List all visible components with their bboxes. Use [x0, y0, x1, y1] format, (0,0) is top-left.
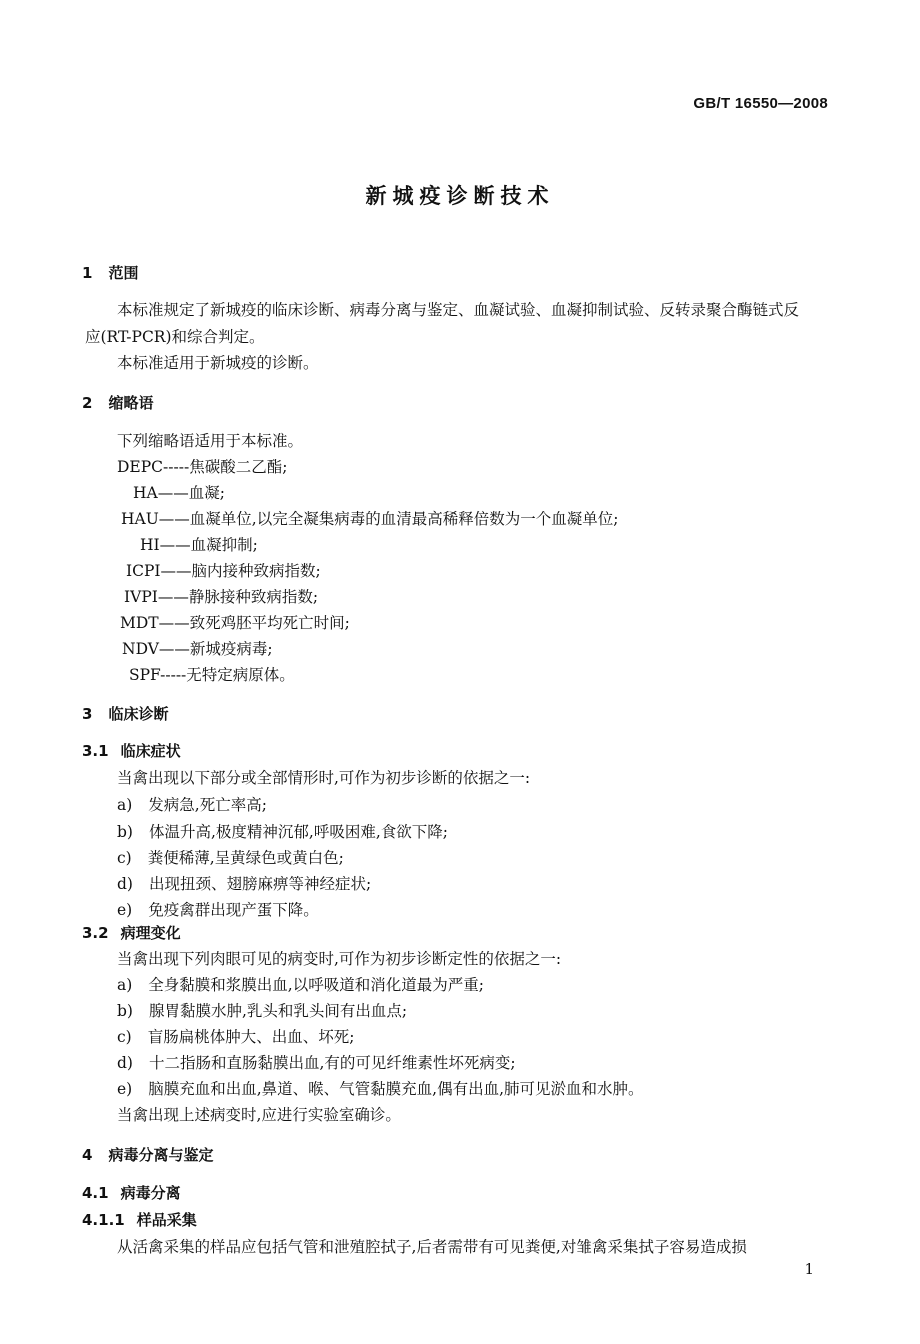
list-text: 脑膜充血和出血,鼻道、喉、气管黏膜充血,偶有出血,肺可见淤血和水肿。 — [148, 1080, 644, 1098]
abbreviation: NDV — [122, 640, 159, 658]
section-number: 3.2 — [82, 924, 109, 942]
list-item — [117, 1025, 354, 1047]
standard-number: GB/T 16550—2008 — [693, 95, 828, 112]
paragraph: 当禽出现以下部分或全部情形时,可作为初步诊断的依据之一: — [117, 769, 531, 787]
paragraph: 下列缩略语适用于本标准。 — [117, 432, 304, 450]
section-number: 4 — [82, 1146, 93, 1164]
abbreviation-definition: 静脉接种致病指数; — [188, 588, 319, 606]
section-title: 临床诊断 — [108, 705, 169, 723]
list-item — [117, 1051, 516, 1073]
abbreviation-definition: 焦碳酸二乙酯; — [189, 458, 288, 476]
list-label: d) — [117, 1054, 133, 1072]
abbreviation-dash: ----- — [160, 666, 187, 684]
abbreviation-item — [120, 611, 350, 633]
list-label: b) — [117, 823, 133, 841]
section-number: 3 — [82, 705, 93, 723]
abbreviation: IVPI — [124, 588, 158, 606]
list-text: 免疫禽群出现产蛋下降。 — [148, 901, 319, 919]
section-4-heading — [82, 1144, 213, 1165]
abbreviation: MDT — [120, 614, 159, 632]
list-item — [117, 820, 448, 842]
abbreviation-item — [121, 507, 618, 529]
section-title: 病毒分离与鉴定 — [108, 1146, 214, 1164]
abbreviation: HAU — [121, 510, 159, 528]
list-item — [117, 898, 319, 920]
abbreviation-dash: —— — [158, 614, 190, 632]
subsection-3-1-heading — [82, 740, 181, 761]
list-label: b) — [117, 1002, 133, 1020]
abbreviation-dash: ----- — [163, 458, 190, 476]
paragraph: 当禽出现上述病变时,应进行实验室确诊。 — [117, 1106, 401, 1124]
list-text: 发病急,死亡率高; — [148, 796, 267, 814]
abbreviation: SPF — [129, 666, 161, 684]
section-title: 病理变化 — [120, 924, 181, 942]
abbreviation-definition: 血凝抑制; — [190, 536, 258, 554]
abbreviation-dash: —— — [158, 640, 190, 658]
document-title: 新城疫诊断技术 — [365, 183, 555, 208]
paragraph-continuation: 应(RT-PCR)和综合判定。 — [85, 328, 265, 346]
abbreviation: DEPC — [117, 458, 164, 476]
page-number: 1 — [804, 1260, 814, 1278]
list-label: d) — [117, 875, 133, 893]
section-number: 4.1 — [82, 1184, 109, 1202]
list-label: a) — [117, 976, 133, 994]
paragraph: 从活禽采集的样品应包括气管和泄殖腔拭子,后者需带有可见粪便,对雏禽采集拭子容易造成损 — [117, 1238, 747, 1256]
abbreviation-dash: —— — [159, 536, 191, 554]
list-item — [117, 1077, 644, 1099]
list-item — [117, 846, 344, 868]
list-text: 出现扭颈、翅膀麻痹等神经症状; — [148, 875, 372, 893]
abbreviation-definition: 致死鸡胚平均死亡时间; — [189, 614, 350, 632]
list-label: c) — [117, 1028, 132, 1046]
abbreviation: HA — [133, 484, 158, 502]
abbreviation-dash: —— — [157, 484, 189, 502]
list-text: 体温升高,极度精神沉郁,呼吸困难,食欲下降; — [148, 823, 448, 841]
abbreviation-item — [124, 585, 318, 607]
abbreviation-definition: 血凝; — [188, 484, 225, 502]
list-item — [117, 872, 371, 894]
abbreviation: ICPI — [126, 562, 161, 580]
paragraph: 本标准规定了新城疫的临床诊断、病毒分离与鉴定、血凝试验、血凝抑制试验、反转录聚合酶链式反 — [117, 301, 800, 319]
section-number: 4.1.1 — [82, 1211, 125, 1229]
abbreviation-dash: —— — [158, 510, 190, 528]
abbreviation-item — [117, 455, 287, 477]
list-label: e) — [117, 901, 133, 919]
section-number: 3.1 — [82, 742, 109, 760]
list-item — [117, 999, 407, 1021]
abbreviation: HI — [140, 536, 160, 554]
abbreviation-definition: 血凝单位,以完全凝集病毒的血清最高稀释倍数为一个血凝单位; — [189, 510, 619, 528]
abbreviation-item — [126, 559, 321, 581]
list-text: 十二指肠和直肠黏膜出血,有的可见纤维素性坏死病变; — [148, 1054, 516, 1072]
list-item — [117, 973, 484, 995]
abbreviation-item — [133, 481, 225, 503]
paragraph: 当禽出现下列肉眼可见的病变时,可作为初步诊断定性的依据之一: — [117, 950, 562, 968]
section-title: 样品采集 — [136, 1211, 197, 1229]
subsection-4-1-heading — [82, 1182, 181, 1203]
list-label: c) — [117, 849, 132, 867]
section-3-heading — [82, 703, 168, 724]
section-number: 2 — [82, 394, 93, 412]
section-title: 范围 — [108, 264, 139, 282]
abbreviation-dash: —— — [157, 588, 189, 606]
list-label: a) — [117, 796, 133, 814]
section-2-heading — [82, 392, 153, 413]
section-title: 临床症状 — [120, 742, 181, 760]
list-text: 盲肠扁桃体肿大、出血、坏死; — [147, 1028, 355, 1046]
list-item — [117, 793, 267, 815]
subsection-4-1-1-heading — [82, 1209, 197, 1230]
abbreviation-item — [122, 637, 273, 659]
abbreviation-definition: 新城疫病毒; — [189, 640, 273, 658]
list-label: e) — [117, 1080, 133, 1098]
abbreviation-dash: —— — [160, 562, 192, 580]
section-1-heading — [82, 262, 138, 283]
section-title: 缩略语 — [108, 394, 154, 412]
abbreviation-definition: 脑内接种致病指数; — [191, 562, 321, 580]
section-title: 病毒分离 — [120, 1184, 181, 1202]
abbreviation-item — [129, 663, 295, 685]
section-number: 1 — [82, 264, 93, 282]
list-text: 全身黏膜和浆膜出血,以呼吸道和消化道最为严重; — [148, 976, 484, 994]
paragraph: 本标准适用于新城疫的诊断。 — [117, 354, 319, 372]
abbreviation-definition: 无特定病原体。 — [186, 666, 295, 684]
subsection-3-2-heading — [82, 922, 181, 943]
abbreviation-item — [140, 533, 258, 555]
list-text: 粪便稀薄,呈黄绿色或黄白色; — [147, 849, 344, 867]
list-text: 腺胃黏膜水肿,乳头和乳头间有出血点; — [148, 1002, 408, 1020]
